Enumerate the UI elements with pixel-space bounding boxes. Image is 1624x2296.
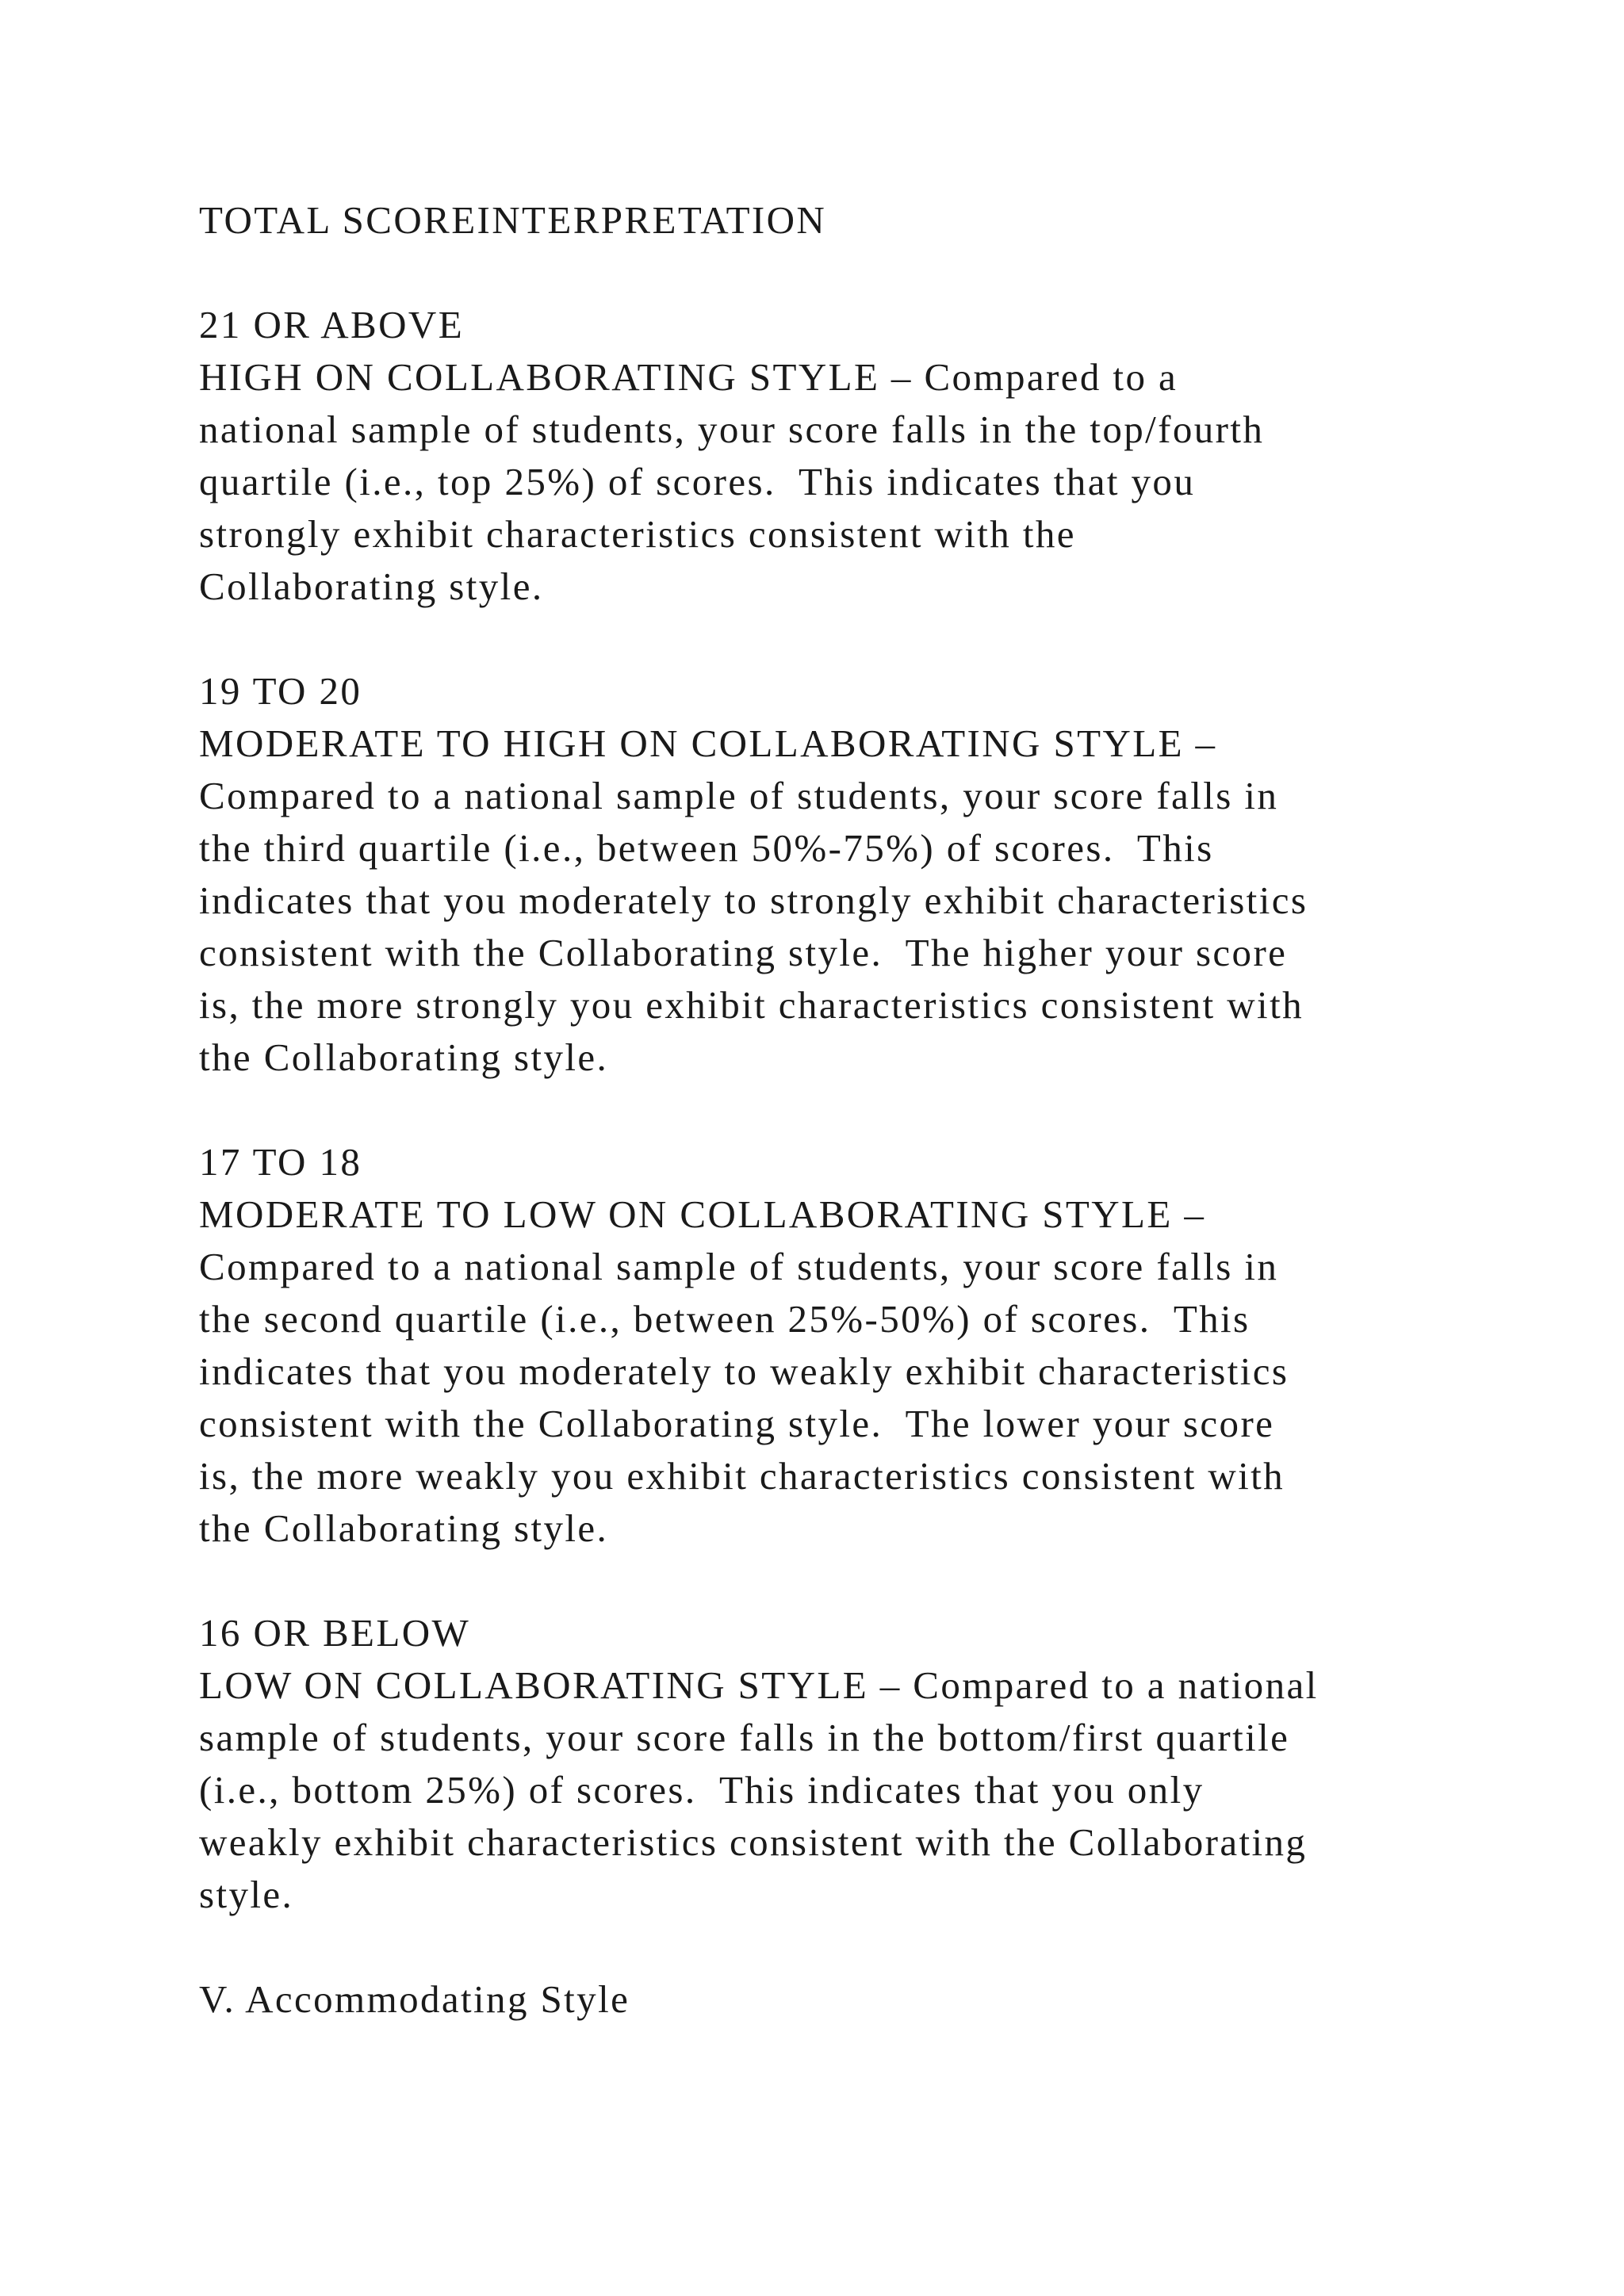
- interpretation-line: the Collaborating style.: [199, 1035, 609, 1079]
- table-heading: TOTAL SCOREINTERPRETATION: [199, 198, 827, 242]
- interpretation-line: MODERATE TO HIGH ON COLLABORATING STYLE –: [199, 721, 1217, 765]
- interpretation-line: HIGH ON COLLABORATING STYLE – Compared to a: [199, 355, 1178, 399]
- score-section-16-or-below: [199, 1607, 1468, 1921]
- interpretation-line: Compared to a national sample of students, your score falls in: [199, 774, 1279, 817]
- interpretation-line: the Collaborating style.: [199, 1506, 609, 1550]
- interpretation-line: the third quartile (i.e., between 50%-75%) of scores. This: [199, 826, 1214, 870]
- interpretation-line: sample of students, your score falls in the bottom/first quartile: [199, 1716, 1290, 1759]
- section-heading: V. Accommodating Style: [199, 1977, 630, 2021]
- interpretation-line: is, the more strongly you exhibit characteristics consistent with: [199, 983, 1304, 1027]
- interpretation-line: consistent with the Collaborating style. The higher your score: [199, 931, 1288, 974]
- interpretation-line: is, the more weakly you exhibit characteristics consistent with: [199, 1454, 1285, 1498]
- score-range: 19 TO 20: [199, 669, 362, 713]
- interpretation-line: indicates that you moderately to strongly exhibit characteristics: [199, 878, 1308, 922]
- score-section-21-or-above: [199, 299, 1468, 613]
- interpretation-line: strongly exhibit characteristics consistent with the: [199, 512, 1076, 556]
- spacer: [199, 613, 1468, 665]
- interpretation-line: quartile (i.e., top 25%) of scores. This indicates that you: [199, 460, 1196, 503]
- score-section-17-to-18: [199, 1136, 1468, 1555]
- spacer: [199, 1921, 1468, 1973]
- score-range: 17 TO 18: [199, 1140, 362, 1184]
- interpretation-line: the second quartile (i.e., between 25%-50%) of scores. This: [199, 1297, 1251, 1341]
- spacer: [199, 247, 1468, 299]
- spacer: [199, 1084, 1468, 1136]
- document-body: [199, 194, 1468, 2026]
- interpretation-line: weakly exhibit characteristics consistent with the Collaborating: [199, 1820, 1308, 1864]
- interpretation-line: consistent with the Collaborating style. The lower your score: [199, 1402, 1275, 1445]
- interpretation-line: indicates that you moderately to weakly exhibit characteristics: [199, 1349, 1289, 1393]
- score-range: 21 OR ABOVE: [199, 303, 465, 346]
- interpretation-line: (i.e., bottom 25%) of scores. This indicates that you only: [199, 1768, 1205, 1812]
- score-section-19-to-20: [199, 665, 1468, 1084]
- interpretation-line: Compared to a national sample of students, your score falls in: [199, 1245, 1279, 1288]
- interpretation-line: style.: [199, 1873, 294, 1916]
- score-range: 16 OR BELOW: [199, 1611, 471, 1655]
- interpretation-line: national sample of students, your score falls in the top/fourth: [199, 408, 1265, 451]
- spacer: [199, 1555, 1468, 1607]
- interpretation-line: Collaborating style.: [199, 564, 544, 608]
- interpretation-line: LOW ON COLLABORATING STYLE – Compared to a national: [199, 1663, 1319, 1707]
- interpretation-line: MODERATE TO LOW ON COLLABORATING STYLE –: [199, 1192, 1206, 1236]
